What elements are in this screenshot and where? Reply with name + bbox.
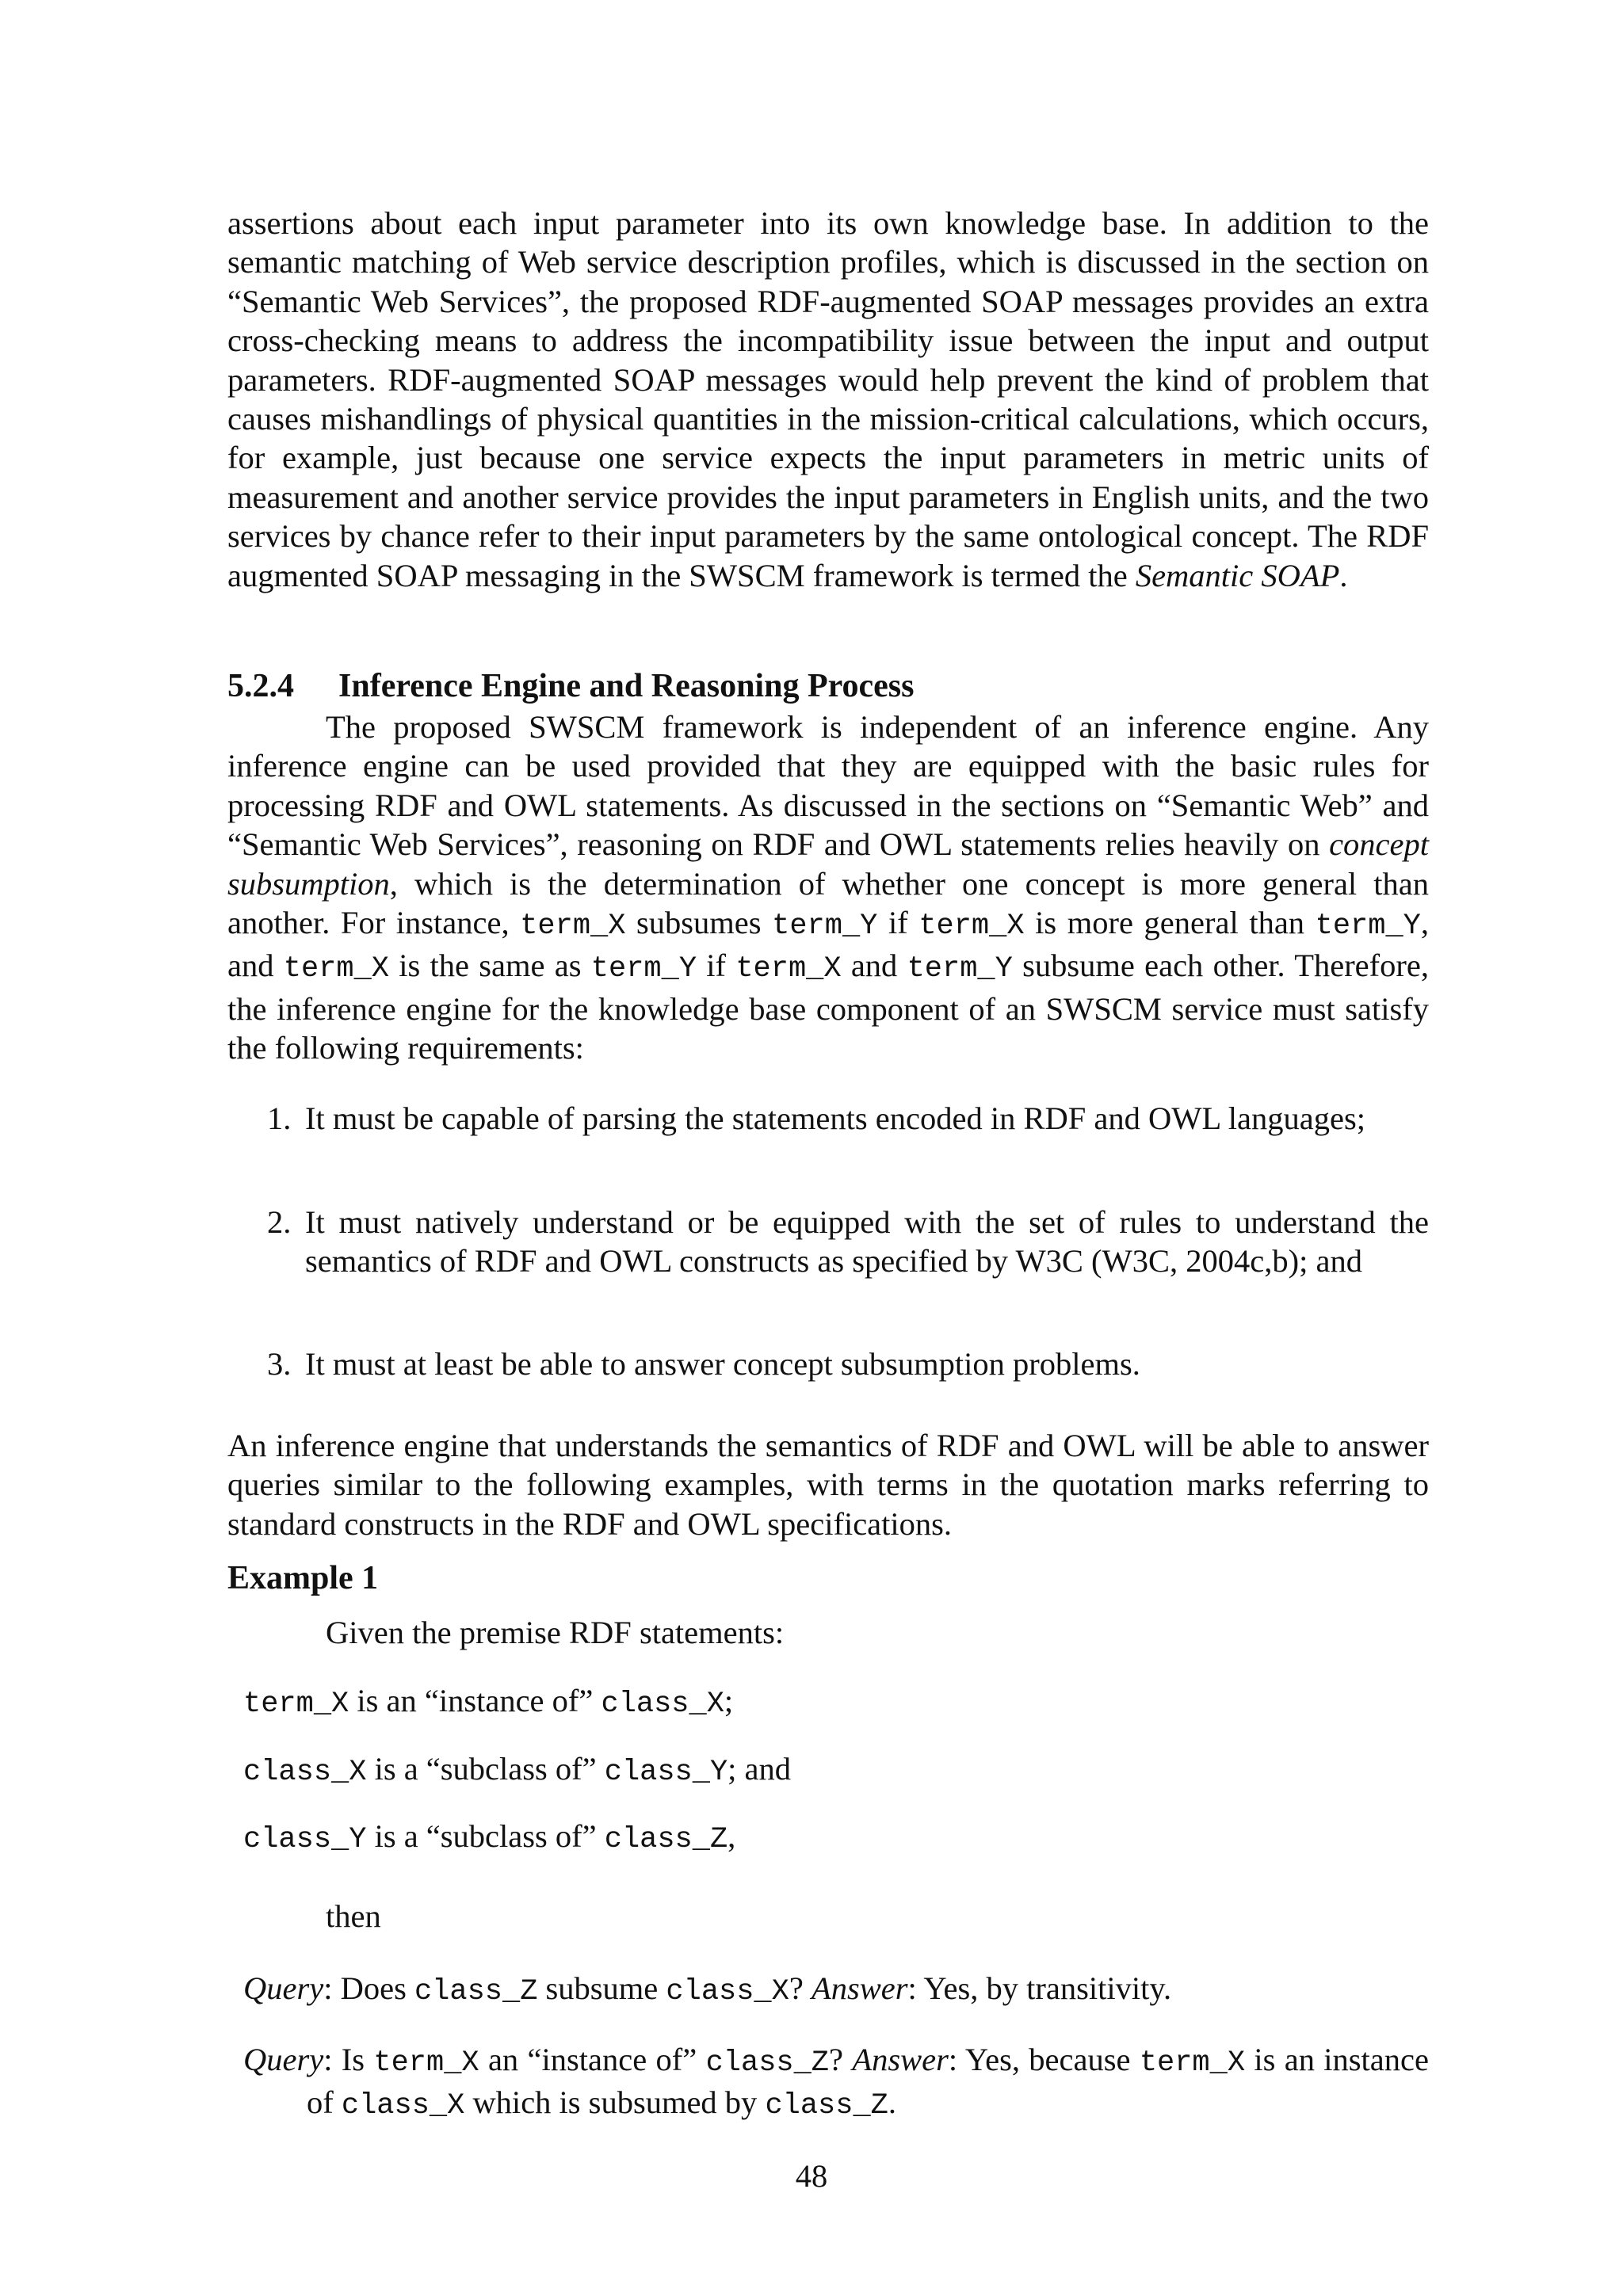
code-term: class_X [243,1756,367,1789]
query-answer-2 [243,2040,1429,2126]
text-run: , [727,1818,736,1854]
code-term: class_X [601,1688,724,1721]
code-term: term_Y [1315,910,1421,944]
text-run: ? [829,2042,853,2077]
premise-statement [243,1749,791,1792]
code-term: term_X [918,910,1025,944]
section-heading [227,667,914,706]
page-number: 48 [795,2158,828,2194]
text-run: : Yes, because [948,2042,1140,2077]
text-run: subsumes [625,905,773,941]
code-term: term_X [283,952,389,986]
emphasis-term: Semantic SOAP [1135,557,1340,593]
answer-label: Answer [811,1970,908,2006]
text-run: an “instance of” [479,2042,706,2077]
code-term: term_Y [907,952,1013,986]
text-run: is a “subclass of” [366,1751,605,1787]
text-run: : Yes, by transitivity. [907,1970,1172,2006]
text-run: ; and [727,1751,792,1787]
paragraph-semantic-soap [227,204,1429,595]
emphasis-term: concept subsumption [227,826,1429,902]
code-term: class_Z [604,1823,728,1856]
list-item [227,1099,1429,1138]
text-run: : Does [323,1970,414,2006]
text-run: . [888,2084,896,2121]
list-marker: 2. [267,1204,292,1240]
text-run: ; [724,1683,734,1718]
text-run: The proposed SWSCM framework is independent of an inference engine. Any inference engine can be used provided that they are equipped with the basic rules for processing RDF and OWL statements. As discussed in the sections on “Semantic Web” and “Semantic Web Services”, reasoning on RDF and OWL statements relies heavily on [227,709,1429,863]
example-intro: Given the premise RDF statements: [326,1615,785,1650]
text-run: is a “subclass of” [366,1818,605,1854]
premise-statement [243,1681,733,1724]
text-run: is an “instance of” [349,1683,601,1718]
code-term: term_X [1139,2046,1246,2080]
list-item [227,1203,1429,1281]
text-run: if [877,905,919,941]
text-run: is an instance of [307,2042,1429,2121]
list-item-text: It must at least be able to answer concept subsumption problems. [305,1346,1140,1382]
code-term: class_Z [765,2089,888,2123]
code-term: term_X [520,910,626,944]
paragraph-inference-engine [227,707,1429,1068]
code-term: class_Y [243,1823,367,1856]
premise-statement [243,1817,735,1859]
code-term: class_X [341,2089,465,2123]
example-heading: Example 1 [227,1560,379,1596]
text-run: which is subsumed by [464,2084,766,2121]
text-run: and [841,948,907,984]
text-run: . [1339,557,1348,593]
list-item [227,1344,1429,1383]
paragraph-queries: An inference engine that understands the semantics of RDF and OWL will be able to answer queries similar to the following examples, with terms in the quotation marks referring to standard constructs in the RDF and OWL specifications. [227,1428,1429,1542]
code-term: class_X [666,1975,789,2008]
code-term: term_X [243,1688,349,1721]
text-run: assertions about each input parameter into its own knowledge base. In addition to the semantic matching of Web service description profiles, which is discussed in the section on “Semantic Web Services”, the proposed RDF-augmented SOAP messages provides an extra cross-checking means to address the incompatibility issue between the input and output parameters. RDF-augmented SOAP messages would help prevent the kind of problem that causes mishandlings of physical quantities in the mission-critical calculations, which occurs, for example, just because one service expects the input parameters in metric units of measurement and another service provides the input parameters in English units, and the two services by chance refer to their input parameters by the same ontological concept. The RDF augmented SOAP messaging in the SWSCM framework is termed the [227,205,1429,593]
then-label: then [326,1898,381,1934]
text-run: ? [789,1970,812,2006]
query-label: Query [243,1970,324,2006]
query-answer-1 [243,1969,1429,2012]
list-item-text: It must natively understand or be equipped with the set of rules to understand the semantics of RDF and OWL constructs as specified by W3C (W3C, 2004c,b); and [305,1204,1429,1280]
code-term: term_Y [590,952,697,986]
text-run: subsume each other. Therefore, the inference engine for the knowledge base component of an SWSCM service must satisfy the following requirements: [227,948,1429,1066]
code-term: term_X [735,952,842,986]
code-term: class_Z [414,1975,538,2008]
text-run: : Is [323,2042,374,2077]
list-marker: 1. [267,1100,292,1136]
text-run: is more general than [1024,905,1316,941]
query-label: Query [243,2042,324,2077]
code-term: class_Z [705,2046,830,2080]
text-run: is the same as [388,948,591,984]
text-run: if [697,948,736,984]
section-number: 5.2.4 [227,668,294,704]
list-marker: 3. [267,1346,292,1382]
answer-label: Answer [852,2042,949,2077]
text-run: subsume [537,1970,666,2006]
list-item-text: It must be capable of parsing the statements encoded in RDF and OWL languages; [305,1100,1366,1136]
text-run: , which is the determination of whether one concept is more general than another. For instance, [227,865,1429,941]
text-run: , and [227,905,1429,984]
section-title: Inference Engine and Reasoning Process [338,668,915,704]
code-term: class_Y [604,1756,728,1789]
code-term: term_Y [772,910,878,944]
code-term: term_X [373,2046,479,2080]
